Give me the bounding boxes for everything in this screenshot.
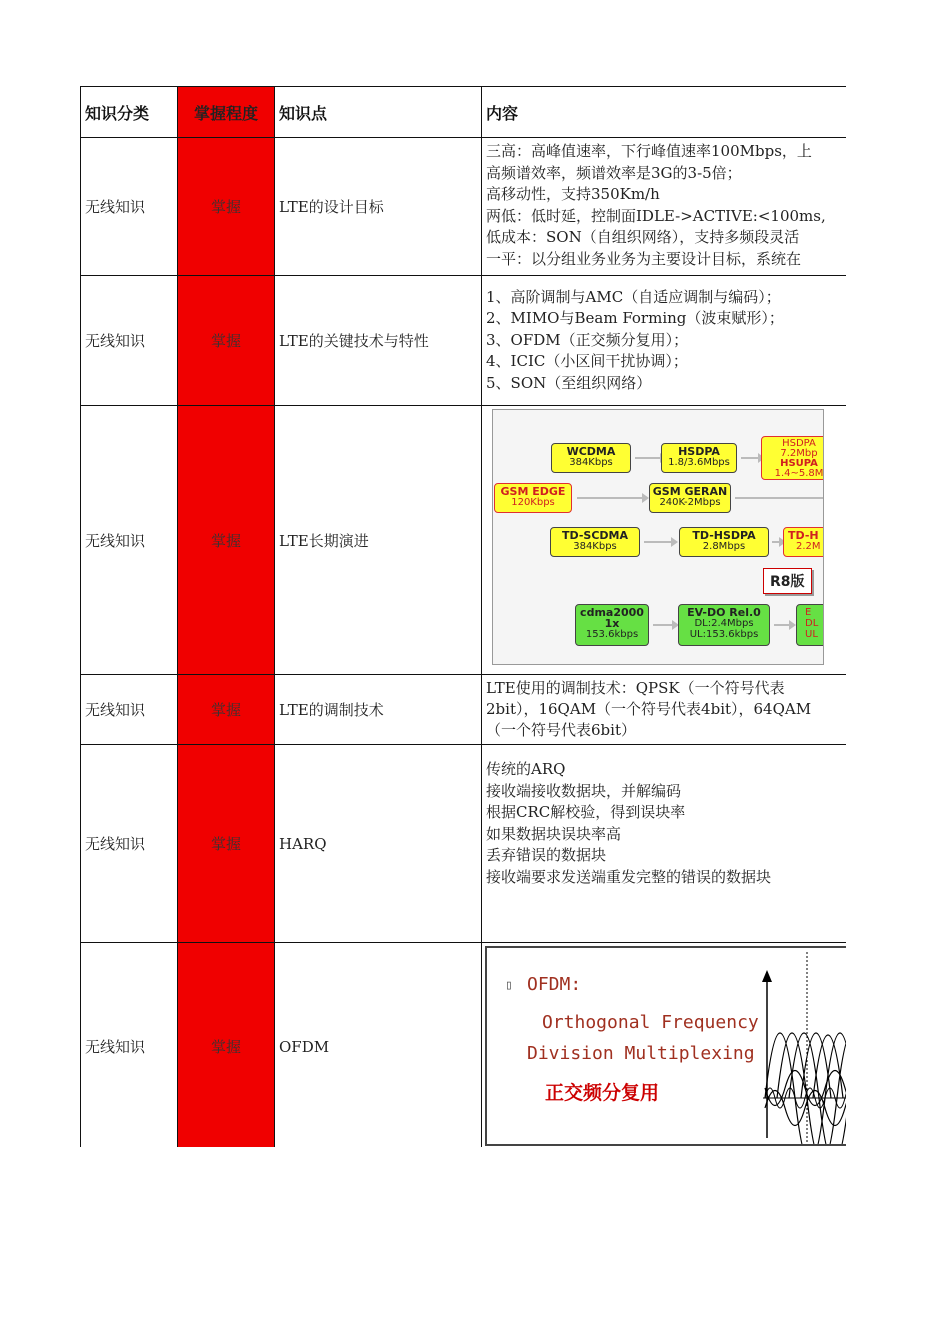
- cell-category[interactable]: 无线知识: [81, 943, 178, 1148]
- table-row: [81, 138, 847, 276]
- content-line: 5、SON（至组织网络）: [486, 373, 652, 392]
- td-hsdpa-box: TD-HSDPA 2.8Mbps: [679, 527, 769, 557]
- cell-level[interactable]: 掌握: [178, 138, 275, 276]
- table-row: [81, 276, 847, 406]
- r8-label: R8版: [763, 568, 812, 594]
- arrow-icon: [644, 541, 672, 543]
- arrow-icon: [653, 624, 673, 626]
- lte-evolution-diagram: [492, 409, 824, 665]
- cdma2000-box: cdma2000 1x 153.6kbps: [575, 604, 649, 646]
- content-line: 一平：以分组业务业务为主要设计目标，系统在: [486, 249, 802, 268]
- cell-point[interactable]: OFDM: [275, 943, 482, 1148]
- content-line: 如果数据块误块率高: [486, 824, 622, 843]
- bullet-icon: ▯: [505, 978, 513, 993]
- cell-point[interactable]: LTE的关键技术与特性: [275, 276, 482, 406]
- cell-level[interactable]: 掌握: [178, 276, 275, 406]
- cell-level[interactable]: 掌握: [178, 406, 275, 675]
- table-row: [81, 675, 847, 745]
- content-line: 根据CRC解校验，得到误块率: [486, 803, 686, 821]
- td-hsupa-box: TD-H 2.2M: [783, 527, 824, 557]
- content-line: 2bit），16QAM（一个符号代表4bit），64QAM: [486, 700, 812, 718]
- ofdm-chinese: 正交频分复用: [545, 1082, 660, 1104]
- content-line: 三高：高峰值速率，下行峰值速率100Mbps，上: [486, 142, 812, 160]
- header-level[interactable]: 掌握程度: [178, 87, 275, 138]
- header-content[interactable]: 内容: [482, 87, 847, 138]
- cell-point[interactable]: HARQ: [275, 745, 482, 943]
- cell-point[interactable]: LTE的设计目标: [275, 138, 482, 276]
- content-line: LTE使用的调制技术：QPSK（一个符号代表: [486, 679, 785, 697]
- hsdpa-box: HSDPA 1.8/3.6Mbps: [661, 443, 737, 473]
- ofdm-slide-image: [485, 946, 846, 1146]
- spreadsheet: [80, 86, 846, 1147]
- table-row: [81, 745, 847, 943]
- arrow-icon: [741, 457, 759, 459]
- gsm-geran-box: GSM GERAN 240K-2Mbps: [649, 483, 731, 513]
- cell-category[interactable]: 无线知识: [81, 276, 178, 406]
- header-point[interactable]: 知识点: [275, 87, 482, 138]
- cell-content[interactable]: [482, 138, 847, 276]
- ofdm-title: OFDM:: [527, 974, 582, 995]
- evdo-box: EV-DO Rel.0 DL:2.4Mbps UL:153.6kbps: [678, 604, 770, 646]
- gsm-edge-box: GSM EDGE 120Kbps: [494, 483, 572, 513]
- cell-content[interactable]: [482, 406, 847, 675]
- cell-level[interactable]: 掌握: [178, 675, 275, 745]
- arrow-icon: [635, 457, 661, 459]
- arrow-icon: [735, 497, 824, 499]
- cell-content[interactable]: [482, 943, 847, 1148]
- arrow-icon: [774, 624, 790, 626]
- cell-content[interactable]: [482, 745, 847, 943]
- content-line: 传统的ARQ: [486, 760, 566, 778]
- ofdm-line2: Division Multiplexing: [527, 1043, 755, 1064]
- cell-category[interactable]: 无线知识: [81, 675, 178, 745]
- header-category[interactable]: 知识分类: [81, 87, 178, 138]
- cell-content[interactable]: [482, 675, 847, 745]
- arrow-icon: [772, 541, 780, 543]
- content-line: 接收端要求发送端重发完整的错误的数据块: [486, 867, 772, 886]
- cell-category[interactable]: 无线知识: [81, 138, 178, 276]
- knowledge-table: [80, 86, 846, 1147]
- evdo-reva-box: E DL UL: [796, 604, 824, 646]
- hsdpa-hsupa-box: HSDPA 7.2Mbp HSUPA 1.4~5.8M: [761, 436, 824, 480]
- cell-point[interactable]: LTE长期演进: [275, 406, 482, 675]
- content-line: 3、OFDM（正交频分复用）；: [486, 330, 689, 349]
- content-line: （一个符号代表6bit）: [486, 721, 636, 739]
- td-scdma-box: TD-SCDMA 384Kbps: [550, 527, 640, 557]
- content-line: 两低：低时延，控制面IDLE->ACTIVE:<100ms,: [486, 206, 826, 225]
- ofdm-line1: Orthogonal Frequency: [542, 1012, 759, 1033]
- content-line: 1、高阶调制与AMC（自适应调制与编码）；: [486, 287, 781, 306]
- content-line: 低成本：SON（自组织网络），支持多频段灵活: [486, 228, 800, 246]
- arrow-icon: [577, 497, 643, 499]
- content-line: 2、MIMO与Beam Forming（波束赋形）；: [486, 309, 784, 328]
- header-row: [81, 87, 847, 138]
- table-row: [81, 406, 847, 675]
- cell-level[interactable]: 掌握: [178, 745, 275, 943]
- subcarrier-waveform-icon: [755, 948, 846, 1144]
- wcdma-box: WCDMA 384Kbps: [551, 443, 631, 473]
- cell-category[interactable]: 无线知识: [81, 406, 178, 675]
- content-line: 接收端接收数据块，并解编码: [486, 781, 682, 800]
- cell-point[interactable]: LTE的调制技术: [275, 675, 482, 745]
- cell-category[interactable]: 无线知识: [81, 745, 178, 943]
- content-line: 4、ICIC（小区间干扰协调）；: [486, 352, 688, 371]
- cell-content[interactable]: [482, 276, 847, 406]
- content-line: 高频谱效率，频谱效率是3G的3-5倍；: [486, 163, 742, 182]
- content-line: 丢弃错误的数据块: [486, 846, 607, 864]
- content-line: 高移动性，支持350Km/h: [486, 185, 660, 203]
- table-row: [81, 943, 847, 1148]
- cell-level[interactable]: 掌握: [178, 943, 275, 1148]
